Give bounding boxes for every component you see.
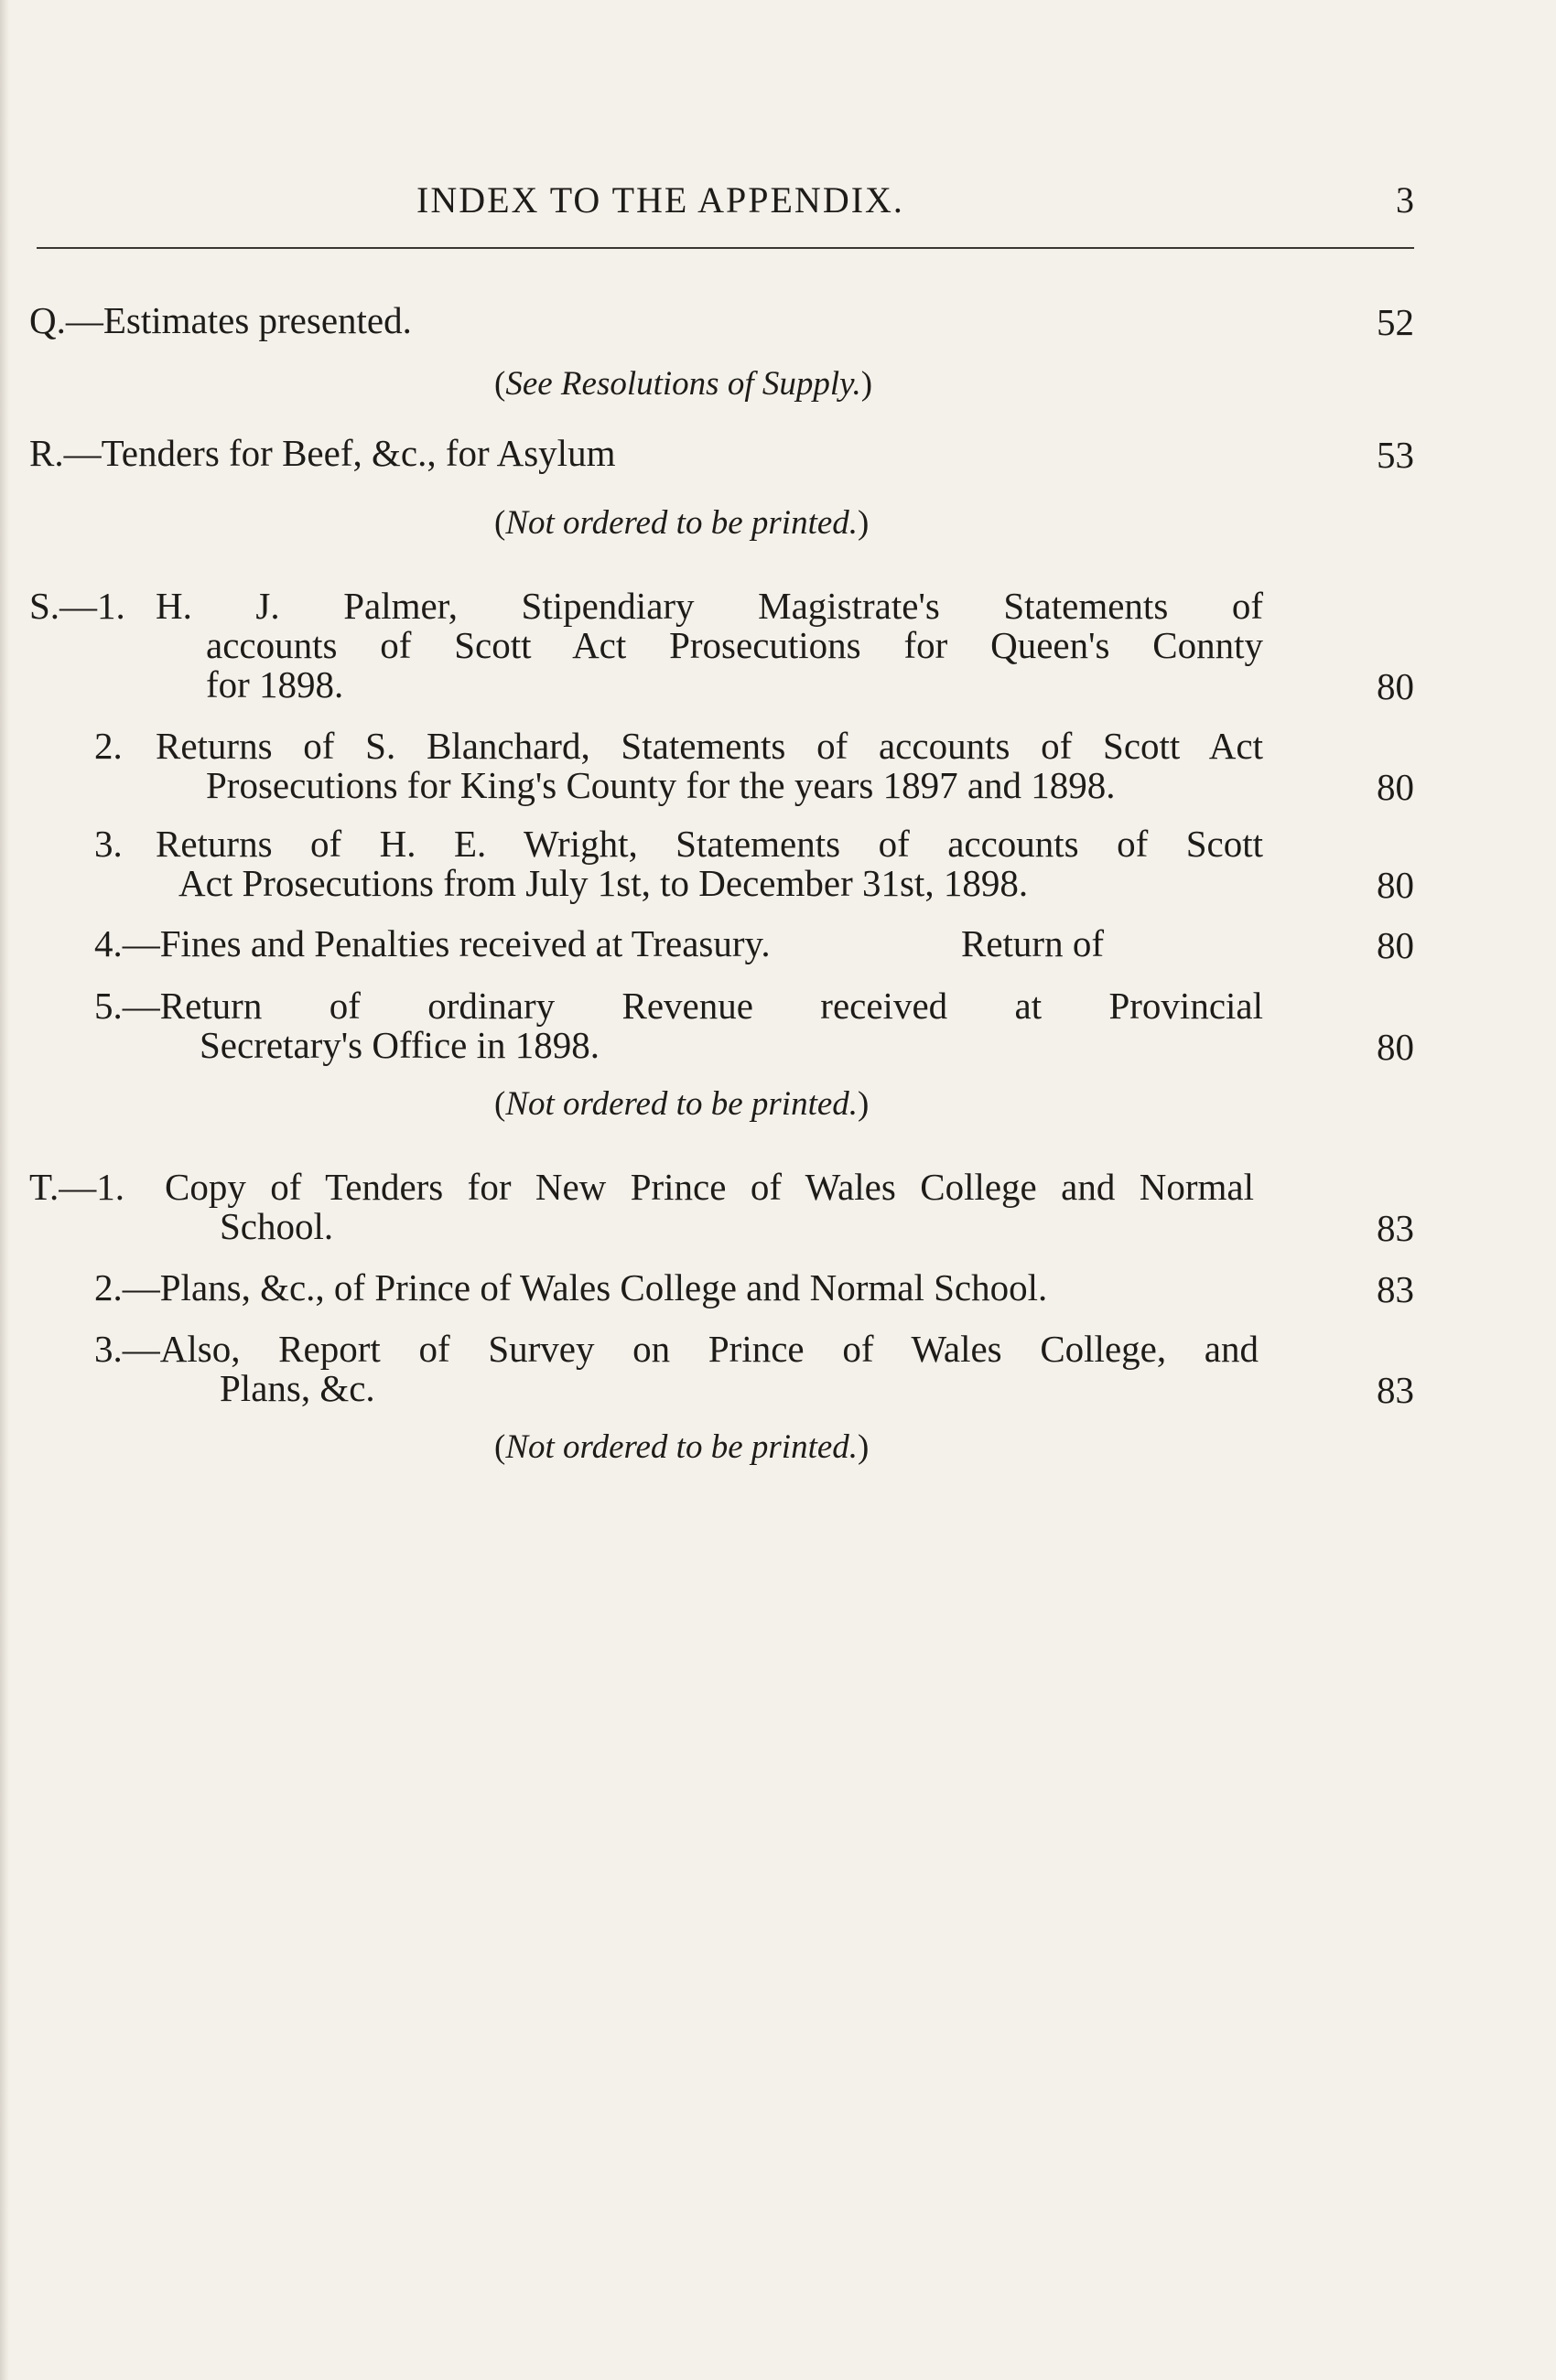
section-r-label: R.—Tenders for Beef, &c., for Asylum [29, 432, 616, 474]
section-s-item-4-text: 4.—Fines and Penalties received at Treasury. [94, 922, 771, 964]
section-r-page: 53 [1377, 434, 1414, 476]
header-rule [37, 247, 1414, 249]
section-t-item-3-page: 83 [1377, 1369, 1414, 1411]
page-edge-shadow [0, 0, 9, 2380]
section-t-prefix: T.—1. [29, 1166, 125, 1208]
section-t-item-1-page: 83 [1377, 1207, 1414, 1249]
section-s-note: (Not ordered to be printed.) [494, 1085, 870, 1123]
section-s-item-1-line-1: H. J. Palmer, Stipendiary Magistrate's Statements of [156, 585, 1263, 627]
section-q-label: Q.—Estimates presented. [29, 299, 412, 341]
section-t-item-1-line-1: Copy of Tenders for New Prince of Wales College and Normal [165, 1166, 1254, 1208]
section-t-note: (Not ordered to be printed.) [494, 1428, 870, 1466]
section-s-item-3-line-1: Returns of H. E. Wright, Statements of accounts of Scott [156, 823, 1263, 865]
section-s-item-5-line-2: Secretary's Office in 1898. [200, 1024, 600, 1066]
section-s-item-3-page: 80 [1377, 864, 1414, 906]
page-header-number: 3 [1396, 179, 1416, 221]
section-s-item-1-line-2: accounts of Scott Act Prosecutions for Queen's Connty [206, 624, 1263, 666]
section-s-item-3-num: 3. [94, 823, 123, 865]
section-s-item-4-page: 80 [1377, 924, 1414, 966]
section-s-item-5-page: 80 [1377, 1026, 1414, 1068]
section-s-item-4-tail: Return of [961, 922, 1104, 964]
section-s-item-1-page: 80 [1377, 665, 1414, 707]
section-s-item-3-line-2: Act Prosecutions from July 1st, to December 31st, 1898. [178, 862, 1029, 904]
section-s-item-1-line-3: for 1898. [206, 663, 344, 705]
section-s-item-5-line-1: 5.—Return of ordinary Revenue received at Provincial [94, 985, 1263, 1027]
section-s-prefix: S.—1. [29, 585, 125, 627]
section-s-item-2-line-2: Prosecutions for King's County for the years 1897 and 1898. [206, 764, 1116, 806]
section-t-item-2-text: 2.—Plans, &c., of Prince of Wales College and Normal School. [94, 1266, 1048, 1308]
section-t-item-1-line-2: School. [220, 1205, 334, 1247]
page-header-title: INDEX TO THE APPENDIX. [416, 179, 904, 221]
section-s-item-2-line-1: Returns of S. Blanchard, Statements of accounts of Scott Act [156, 725, 1263, 767]
section-q-note: (See Resolutions of Supply.) [494, 365, 873, 403]
section-t-item-3-line-2: Plans, &c. [220, 1367, 375, 1409]
section-t-item-2-page: 83 [1377, 1268, 1414, 1310]
section-t-item-3-line-1: 3.—Also, Report of Survey on Prince of Wales College, and [94, 1328, 1259, 1370]
section-r-note: (Not ordered to be printed.) [494, 504, 870, 542]
section-s-item-2-num: 2. [94, 725, 123, 767]
section-s-item-2-page: 80 [1377, 766, 1414, 808]
section-q-page: 52 [1377, 301, 1414, 343]
